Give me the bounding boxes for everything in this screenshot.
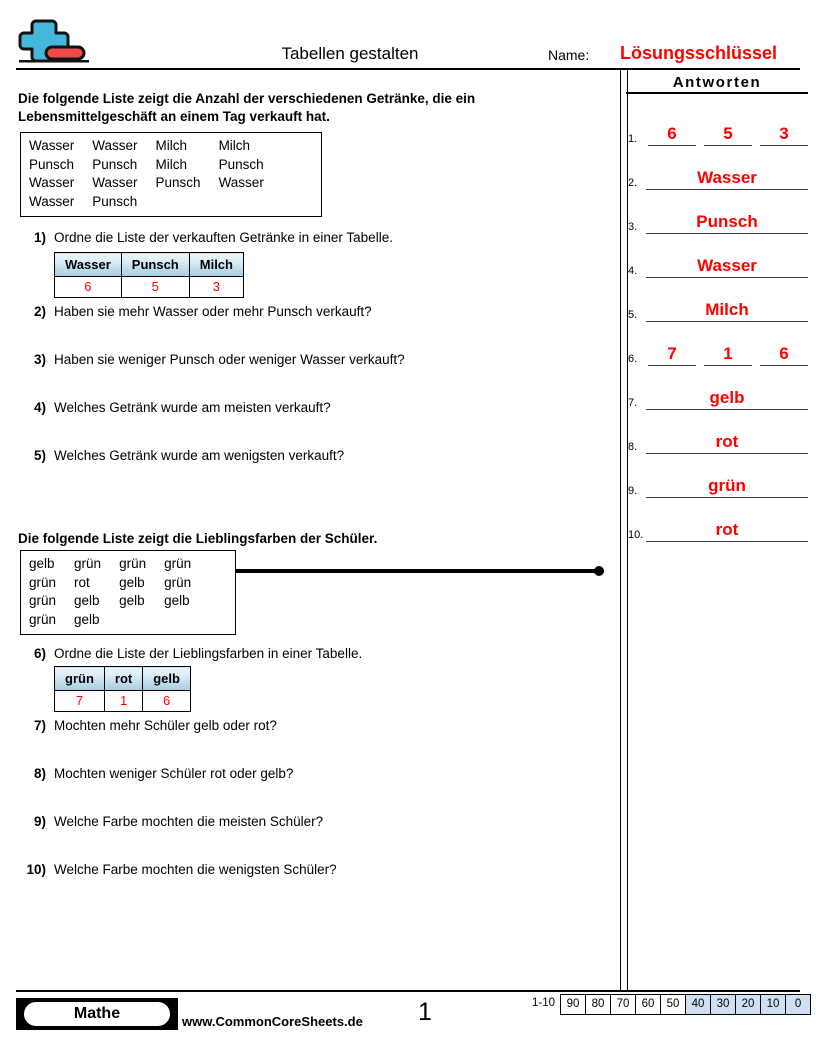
word-cell: grün [164, 556, 192, 571]
separator-dot-right [594, 566, 604, 576]
tally-header-cell: Punsch [121, 253, 189, 277]
question-2 [18, 304, 372, 319]
answer-value: Wasser [646, 255, 808, 278]
word-cell: grün [29, 593, 57, 608]
word-list-row [29, 137, 282, 156]
question-text: Haben sie weniger Punsch oder weniger Wasser verkauft? [54, 352, 405, 367]
word-cell: gelb [74, 611, 100, 627]
answer-index: 8. [628, 441, 638, 453]
answer-value: gelb [646, 387, 808, 410]
section1-prompt [18, 90, 475, 126]
word-cell: gelb [164, 593, 190, 608]
section2-tally-table [54, 666, 191, 712]
answer-value: 6 [760, 343, 808, 366]
word-cell: Wasser [29, 138, 75, 153]
word-cell: grün [29, 611, 57, 627]
section2-word-list [20, 550, 236, 635]
answer-value: rot [646, 431, 808, 454]
score-cell: 0 [786, 995, 810, 1014]
section2-prompt-line1: Die folgende Liste zeigt die Lieblingsfarben der Schüler. [18, 531, 378, 546]
question-text: Ordne die Liste der verkauften Getränke in einer Tabelle. [54, 230, 393, 245]
word-list-row [29, 156, 282, 175]
answers-heading: Antworten [626, 74, 808, 94]
answer-index: 3. [628, 221, 638, 233]
page-title: Tabellen gestalten [281, 44, 419, 63]
word-cell: grün [164, 574, 192, 590]
answer-index: 2. [628, 177, 638, 189]
score-range-label: 1-10 [532, 997, 556, 1009]
word-cell: gelb [74, 593, 100, 608]
section1-prompt-line1: Die folgende Liste zeigt die Anzahl der verschiedenen Getränke, die ein [18, 91, 476, 106]
answer-row-6 [626, 322, 810, 366]
word-cell: Punsch [29, 156, 75, 172]
tally-header-cell: grün [55, 667, 105, 691]
score-cell: 30 [711, 995, 736, 1014]
answer-value: rot [646, 519, 808, 542]
brand-badge [16, 998, 178, 1030]
answer-value: Wasser [646, 167, 808, 190]
answer-value: 3 [760, 123, 808, 146]
score-cell: 60 [636, 995, 661, 1014]
word-cell: grün [29, 574, 57, 590]
answer-key-badge: Lösungsschlüssel [620, 43, 778, 63]
answer-value: grün [646, 475, 808, 498]
tally-value-cell: 6 [143, 691, 191, 712]
answer-value: 1 [704, 343, 752, 366]
question-text: Ordne die Liste der Lieblingsfarben in einer Tabelle. [54, 646, 363, 661]
question-text: Welche Farbe mochten die wenigsten Schüler? [54, 862, 337, 877]
answer-row-3 [626, 190, 810, 234]
tally-value-cell: 1 [104, 691, 142, 712]
question-number: 6) [33, 646, 46, 661]
question-7 [18, 718, 277, 733]
word-cell [164, 611, 209, 630]
question-4 [18, 400, 331, 415]
word-cell: rot [74, 574, 90, 590]
site-url: www.CommonCoreSheets.de [182, 1014, 363, 1029]
answer-index: 5. [628, 309, 638, 321]
question-8 [18, 766, 293, 781]
word-cell [219, 193, 282, 212]
question-9 [18, 814, 323, 829]
page-header [0, 0, 816, 66]
answer-value: Milch [646, 299, 808, 322]
answers-panel [626, 72, 816, 990]
answer-index: 4. [628, 265, 638, 277]
question-10 [18, 862, 337, 877]
section1-tally-table [54, 252, 244, 298]
answer-value: 6 [648, 123, 696, 146]
tally-header-cell: Wasser [55, 253, 122, 277]
question-1 [18, 230, 393, 245]
question-number: 8) [33, 766, 46, 781]
question-number: 1) [33, 230, 46, 245]
tally-value-cell: 6 [55, 277, 122, 298]
section2-prompt [18, 530, 377, 548]
answer-index: 1. [628, 133, 638, 145]
score-cell: 10 [761, 995, 786, 1014]
score-cell: 50 [661, 995, 686, 1014]
word-cell: Wasser [92, 175, 138, 190]
tally-value-cell: 5 [121, 277, 189, 298]
section1-word-list [20, 132, 322, 217]
word-cell: Punsch [155, 175, 201, 190]
answer-row-1 [626, 102, 810, 146]
question-number: 5) [33, 448, 46, 463]
score-cell: 20 [736, 995, 761, 1014]
answer-index: 6. [628, 353, 638, 365]
answer-row-5 [626, 278, 810, 322]
answer-value: Punsch [646, 211, 808, 234]
word-cell: Wasser [29, 175, 75, 190]
question-number: 4) [33, 400, 46, 415]
answer-row-7 [626, 366, 810, 410]
score-cell: 80 [586, 995, 611, 1014]
word-cell: Punsch [92, 193, 138, 209]
answer-index: 10. [628, 529, 644, 541]
score-cells [560, 994, 811, 1015]
question-text: Mochten weniger Schüler rot oder gelb? [54, 766, 294, 781]
word-list-row [29, 611, 209, 630]
word-cell: Milch [218, 138, 251, 153]
plus-minus-logo-icon [16, 17, 96, 65]
question-number: 10) [26, 862, 46, 877]
word-cell: gelb [29, 556, 55, 571]
page-number: 1 [418, 998, 432, 1026]
tally-value-cell: 3 [189, 277, 243, 298]
question-text: Welches Getränk wurde am wenigsten verkauft? [54, 448, 345, 463]
question-text: Haben sie mehr Wasser oder mehr Punsch verkauft? [54, 304, 372, 319]
tally-header-row [55, 253, 244, 277]
brand-label: Mathe [24, 1002, 170, 1026]
word-cell: Wasser [92, 138, 138, 153]
answer-index: 7. [628, 397, 638, 409]
tally-header-row [55, 667, 191, 691]
answer-value: 5 [704, 123, 752, 146]
score-cell: 90 [561, 995, 586, 1014]
question-text: Welches Getränk wurde am meisten verkauft? [54, 400, 331, 415]
question-text: Welche Farbe mochten die meisten Schüler? [54, 814, 324, 829]
question-number: 9) [33, 814, 46, 829]
word-list-row [29, 193, 282, 212]
question-number: 2) [33, 304, 46, 319]
word-list-row [29, 555, 209, 574]
tally-value-cell: 7 [55, 691, 105, 712]
worksheet-body [0, 72, 618, 990]
answer-row-2 [626, 146, 810, 190]
answer-row-4 [626, 234, 810, 278]
word-cell: grün [119, 556, 147, 571]
header-divider [16, 68, 800, 70]
word-cell: Milch [155, 156, 188, 172]
answer-index: 9. [628, 485, 638, 497]
word-cell: Punsch [218, 156, 264, 172]
word-cell: Punsch [92, 156, 138, 172]
word-cell: Wasser [29, 193, 75, 209]
tally-header-cell: Milch [189, 253, 243, 277]
question-6 [18, 646, 362, 661]
answer-row-8 [626, 410, 810, 454]
question-3 [18, 352, 405, 367]
word-list-row [29, 174, 282, 193]
score-cell: 40 [686, 995, 711, 1014]
tally-value-row [55, 691, 191, 712]
answer-row-9 [626, 454, 810, 498]
name-label: Name: [548, 47, 590, 63]
tally-header-cell: gelb [143, 667, 191, 691]
word-cell: gelb [119, 574, 145, 590]
section1-prompt-line2: Lebensmittelgeschäft an einem Tag verkauft hat. [18, 109, 330, 124]
answer-row-10 [626, 498, 810, 542]
score-scale [532, 994, 811, 1015]
word-cell: Milch [155, 138, 188, 153]
question-text: Mochten mehr Schüler gelb oder rot? [54, 718, 277, 733]
word-list-row [29, 574, 209, 593]
answer-value: 7 [648, 343, 696, 366]
word-cell: Wasser [218, 175, 264, 190]
word-cell [119, 611, 164, 630]
question-number: 3) [33, 352, 46, 367]
word-cell: gelb [119, 593, 145, 608]
word-cell: grün [74, 556, 102, 571]
tally-value-row [55, 277, 244, 298]
footer-divider [16, 990, 800, 992]
question-5 [18, 448, 344, 463]
word-cell [156, 193, 219, 212]
word-list-row [29, 592, 209, 611]
question-number: 7) [33, 718, 46, 733]
score-cell: 70 [611, 995, 636, 1014]
tally-header-cell: rot [104, 667, 142, 691]
